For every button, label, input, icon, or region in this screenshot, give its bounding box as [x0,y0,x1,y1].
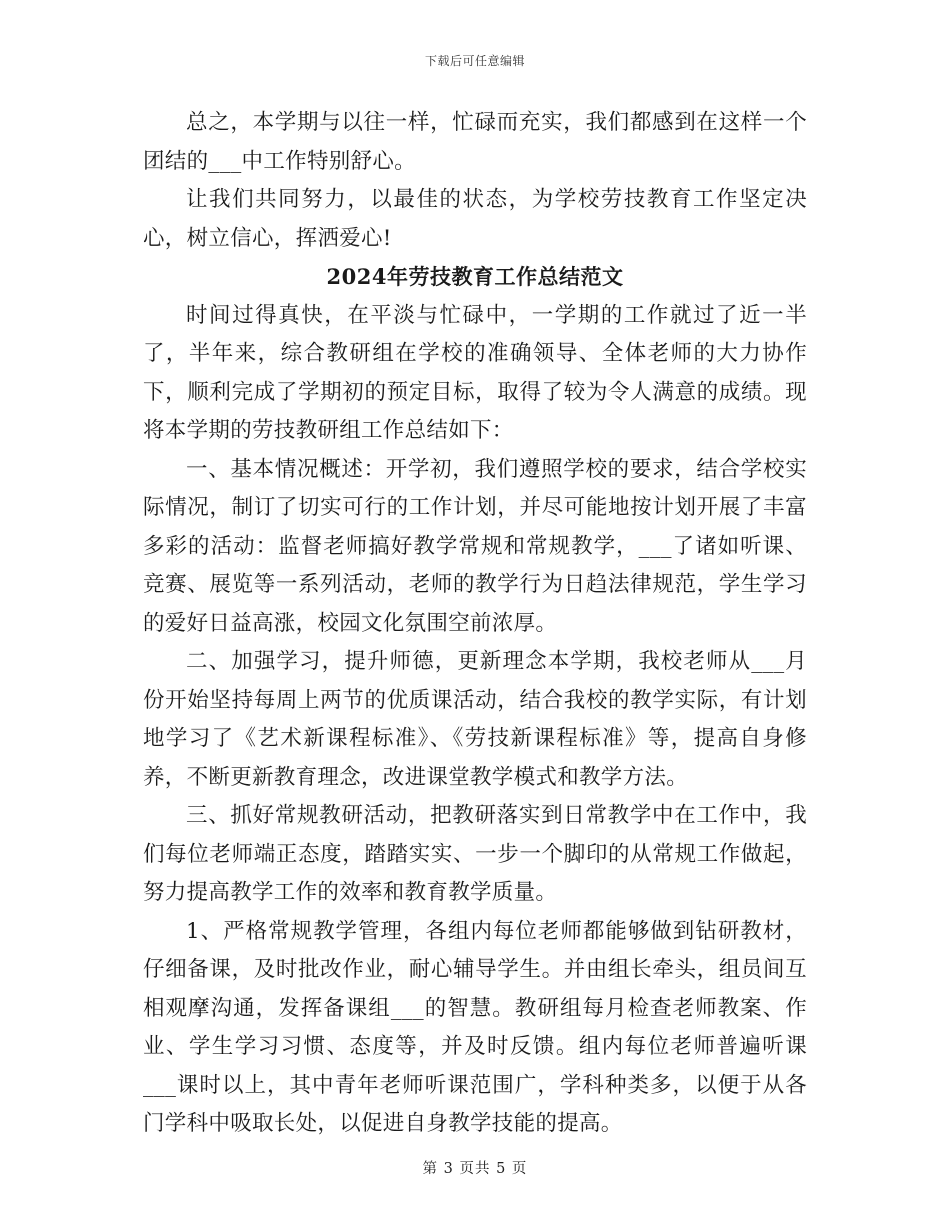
paragraph-intro: 时间过得真快，在平淡与忙碌中，一学期的工作就过了近一半了，半年来，综合教研组在学校的准确领导、全体老师的大力协作下，顺利完成了学期初的预定目标，取得了较为令人满意的成绩。现将本学期的劳技教研组工作总结如下： [143,302,807,443]
paragraph-section-3: 三、抓好常规教研活动，把教研落实到日常教学中在工作中，我们每位老师端正态度，踏踏实实、一步一个脚印的从常规工作做起，努力提高教学工作的效率和教育教学质量。 [143,803,807,905]
document-title: 2024年劳技教育工作总结范文 [326,264,624,289]
page-footer: 第 3 页共 5 页 [422,1161,528,1177]
paragraph-conclusion-2: 让我们共同努力，以最佳的状态，为学校劳技教育工作坚定决心，树立信心，挥洒爱心! [143,187,807,251]
paragraph-conclusion-1: 总之，本学期与以往一样，忙碌而充实，我们都感到在这样一个团结的___中工作特别舒心。 [143,110,807,174]
document-body [143,104,807,1144]
paragraph-section-2: 二、加强学习，提升师德，更新理念本学期，我校老师从___月份开始坚持每周上两节的优质课活动，结合我校的教学实际，有计划地学习了《艺术新课程标准》、《劳技新课程标准》等，提高自身修养，不断更新教育理念，改进课堂教学模式和教学方法。 [143,649,807,790]
paragraph-item-1: 1、严格常规教学管理，各组内每位老师都能够做到钻研教材，仔细备课，及时批改作业，耐心辅导学生。并由组长牵头，组员间互相观摩沟通，发挥备课组___的智慧。教研组每月检查老师教案、作业、学生学习习惯、态度等，并及时反馈。组内每位老师普遍听课___课时以上，其中青年老师听课范围广，学科种类多，以便于从各门学科中吸取长处，以促进自身教学技能的提高。 [143,918,807,1136]
paragraph-section-1: 一、基本情况概述：开学初，我们遵照学校的要求，结合学校实际情况，制订了切实可行的工作计划，并尽可能地按计划开展了丰富多彩的活动：监督老师搞好教学常规和常规教学，___了诸如听课、竞赛、展览等一系列活动，老师的教学行为日趋法律规范，学生学习的爱好日益高涨，校园文化氛围空前浓厚。 [143,456,807,636]
page-header: 下载后可任意编辑 [424,54,525,68]
